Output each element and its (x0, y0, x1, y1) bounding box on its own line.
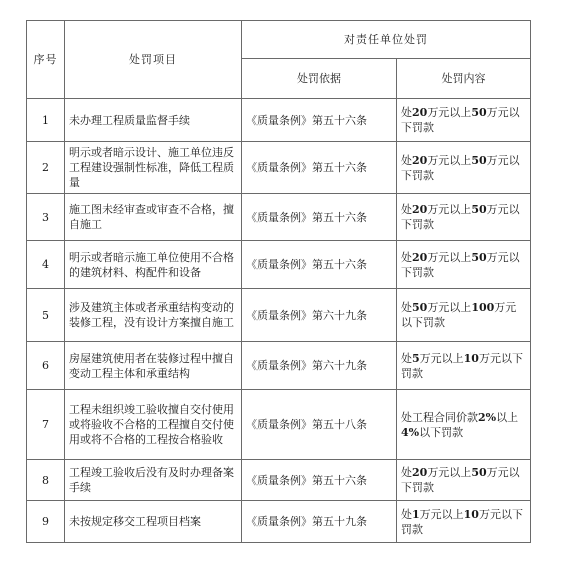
content-text: 万元以上 (427, 466, 472, 479)
row-basis: 《质量条例》第五十六条 (242, 142, 397, 194)
content-text: 处 (401, 153, 412, 167)
row-number: 5 (27, 289, 65, 342)
table-row (27, 289, 531, 342)
amount-highlight: 20 (412, 250, 428, 264)
row-content (397, 289, 531, 342)
amount-highlight: 100 (471, 301, 495, 314)
row-item: 工程竣工验收后没有及时办理备案手续 (65, 460, 242, 501)
row-item: 房屋建筑使用者在装修过程中擅自变动工程主体和承重结构 (65, 342, 242, 390)
table-row (27, 342, 531, 390)
amount-highlight: 50 (471, 466, 487, 479)
content-text: 万元以下罚款 (401, 507, 523, 536)
row-item: 涉及建筑主体或者承重结构变动的装修工程，没有设计方案擅自施工 (65, 289, 242, 342)
row-item: 工程未组织竣工验收擅自交付使用或将验收不合格的工程擅自交付使用或将不合格的工程按合格验收 (65, 390, 242, 460)
content-text: 万元以上 (427, 153, 472, 167)
content-text: 万元以下罚款 (401, 203, 520, 231)
header-basis: 处罚依据 (242, 59, 397, 99)
content-text: 处 (401, 466, 412, 479)
content-text: 处 (401, 301, 412, 314)
row-basis: 《质量条例》第五十六条 (242, 194, 397, 241)
row-item: 未办理工程质量监督手续 (65, 99, 242, 142)
row-number: 3 (27, 194, 65, 241)
row-content (397, 142, 531, 194)
header-number: 序号 (27, 21, 65, 99)
content-text: 万元以下罚款 (401, 301, 517, 329)
table-row (27, 142, 531, 194)
amount-highlight: 2% (478, 410, 497, 424)
table-row (27, 501, 531, 543)
amount-highlight: 20 (412, 106, 428, 119)
table-header (27, 21, 531, 99)
amount-highlight: 50 (471, 250, 487, 264)
table-row (27, 99, 531, 142)
row-content (397, 99, 531, 142)
amount-highlight: 10 (463, 351, 479, 365)
content-text: 万元以上 (419, 507, 464, 521)
amount-highlight: 1 (412, 507, 420, 521)
row-number: 7 (27, 390, 65, 460)
content-text: 万元以下罚款 (401, 466, 520, 494)
amount-highlight: 50 (471, 203, 487, 216)
header-content: 处罚内容 (397, 59, 531, 99)
amount-highlight: 50 (412, 301, 428, 314)
content-text: 处工程合同价款 (401, 410, 478, 424)
content-text: 处 (401, 351, 412, 365)
table-row (27, 460, 531, 501)
header-item: 处罚项目 (65, 21, 242, 99)
row-number: 6 (27, 342, 65, 390)
amount-highlight: 4% (401, 425, 420, 439)
content-text: 万元以上 (427, 250, 472, 264)
amount-highlight: 10 (463, 507, 479, 521)
content-text: 万元以下罚款 (401, 250, 520, 279)
row-item: 未按规定移交工程项目档案 (65, 501, 242, 543)
content-text: 以上 (496, 410, 519, 424)
amount-highlight: 20 (412, 203, 428, 216)
penalty-table (26, 20, 531, 543)
content-text: 万元以上 (427, 203, 472, 216)
row-content (397, 501, 531, 543)
row-content (397, 390, 531, 460)
row-number: 2 (27, 142, 65, 194)
table-row (27, 194, 531, 241)
row-item: 施工图未经审查或审查不合格，擅自施工 (65, 194, 242, 241)
row-number: 8 (27, 460, 65, 501)
row-basis: 《质量条例》第六十九条 (242, 289, 397, 342)
content-text: 处 (401, 250, 412, 264)
content-text: 万元以下罚款 (401, 106, 520, 134)
row-content (397, 342, 531, 390)
row-basis: 《质量条例》第五十八条 (242, 390, 397, 460)
row-basis: 《质量条例》第五十六条 (242, 460, 397, 501)
amount-highlight: 20 (412, 466, 428, 479)
content-text: 万元以上 (427, 106, 472, 119)
amount-highlight: 5 (412, 351, 420, 365)
row-number: 9 (27, 501, 65, 543)
row-content (397, 194, 531, 241)
table-row (27, 390, 531, 460)
content-text: 处 (401, 507, 412, 521)
content-text: 处 (401, 203, 412, 216)
row-basis: 《质量条例》第六十九条 (242, 342, 397, 390)
row-basis: 《质量条例》第五十六条 (242, 241, 397, 289)
row-item: 明示或者暗示设计、施工单位违反工程建设强制性标准，降低工程质量 (65, 142, 242, 194)
content-text: 万元以上 (427, 301, 472, 314)
header-group: 对责任单位处罚 (242, 21, 531, 59)
amount-highlight: 50 (471, 106, 487, 119)
row-content (397, 241, 531, 289)
content-text: 处 (401, 106, 412, 119)
row-number: 1 (27, 99, 65, 142)
row-basis: 《质量条例》第五十六条 (242, 99, 397, 142)
table-body (27, 99, 531, 543)
table-row (27, 241, 531, 289)
row-content (397, 460, 531, 501)
content-text: 万元以下罚款 (401, 351, 523, 380)
row-number: 4 (27, 241, 65, 289)
content-text: 以下罚款 (419, 425, 464, 439)
amount-highlight: 50 (471, 153, 487, 167)
row-basis: 《质量条例》第五十九条 (242, 501, 397, 543)
row-item: 明示或者暗示施工单位使用不合格的建筑材料、构配件和设备 (65, 241, 242, 289)
content-text: 万元以上 (419, 351, 464, 365)
amount-highlight: 20 (412, 153, 428, 167)
content-text: 万元以下罚款 (401, 153, 520, 182)
